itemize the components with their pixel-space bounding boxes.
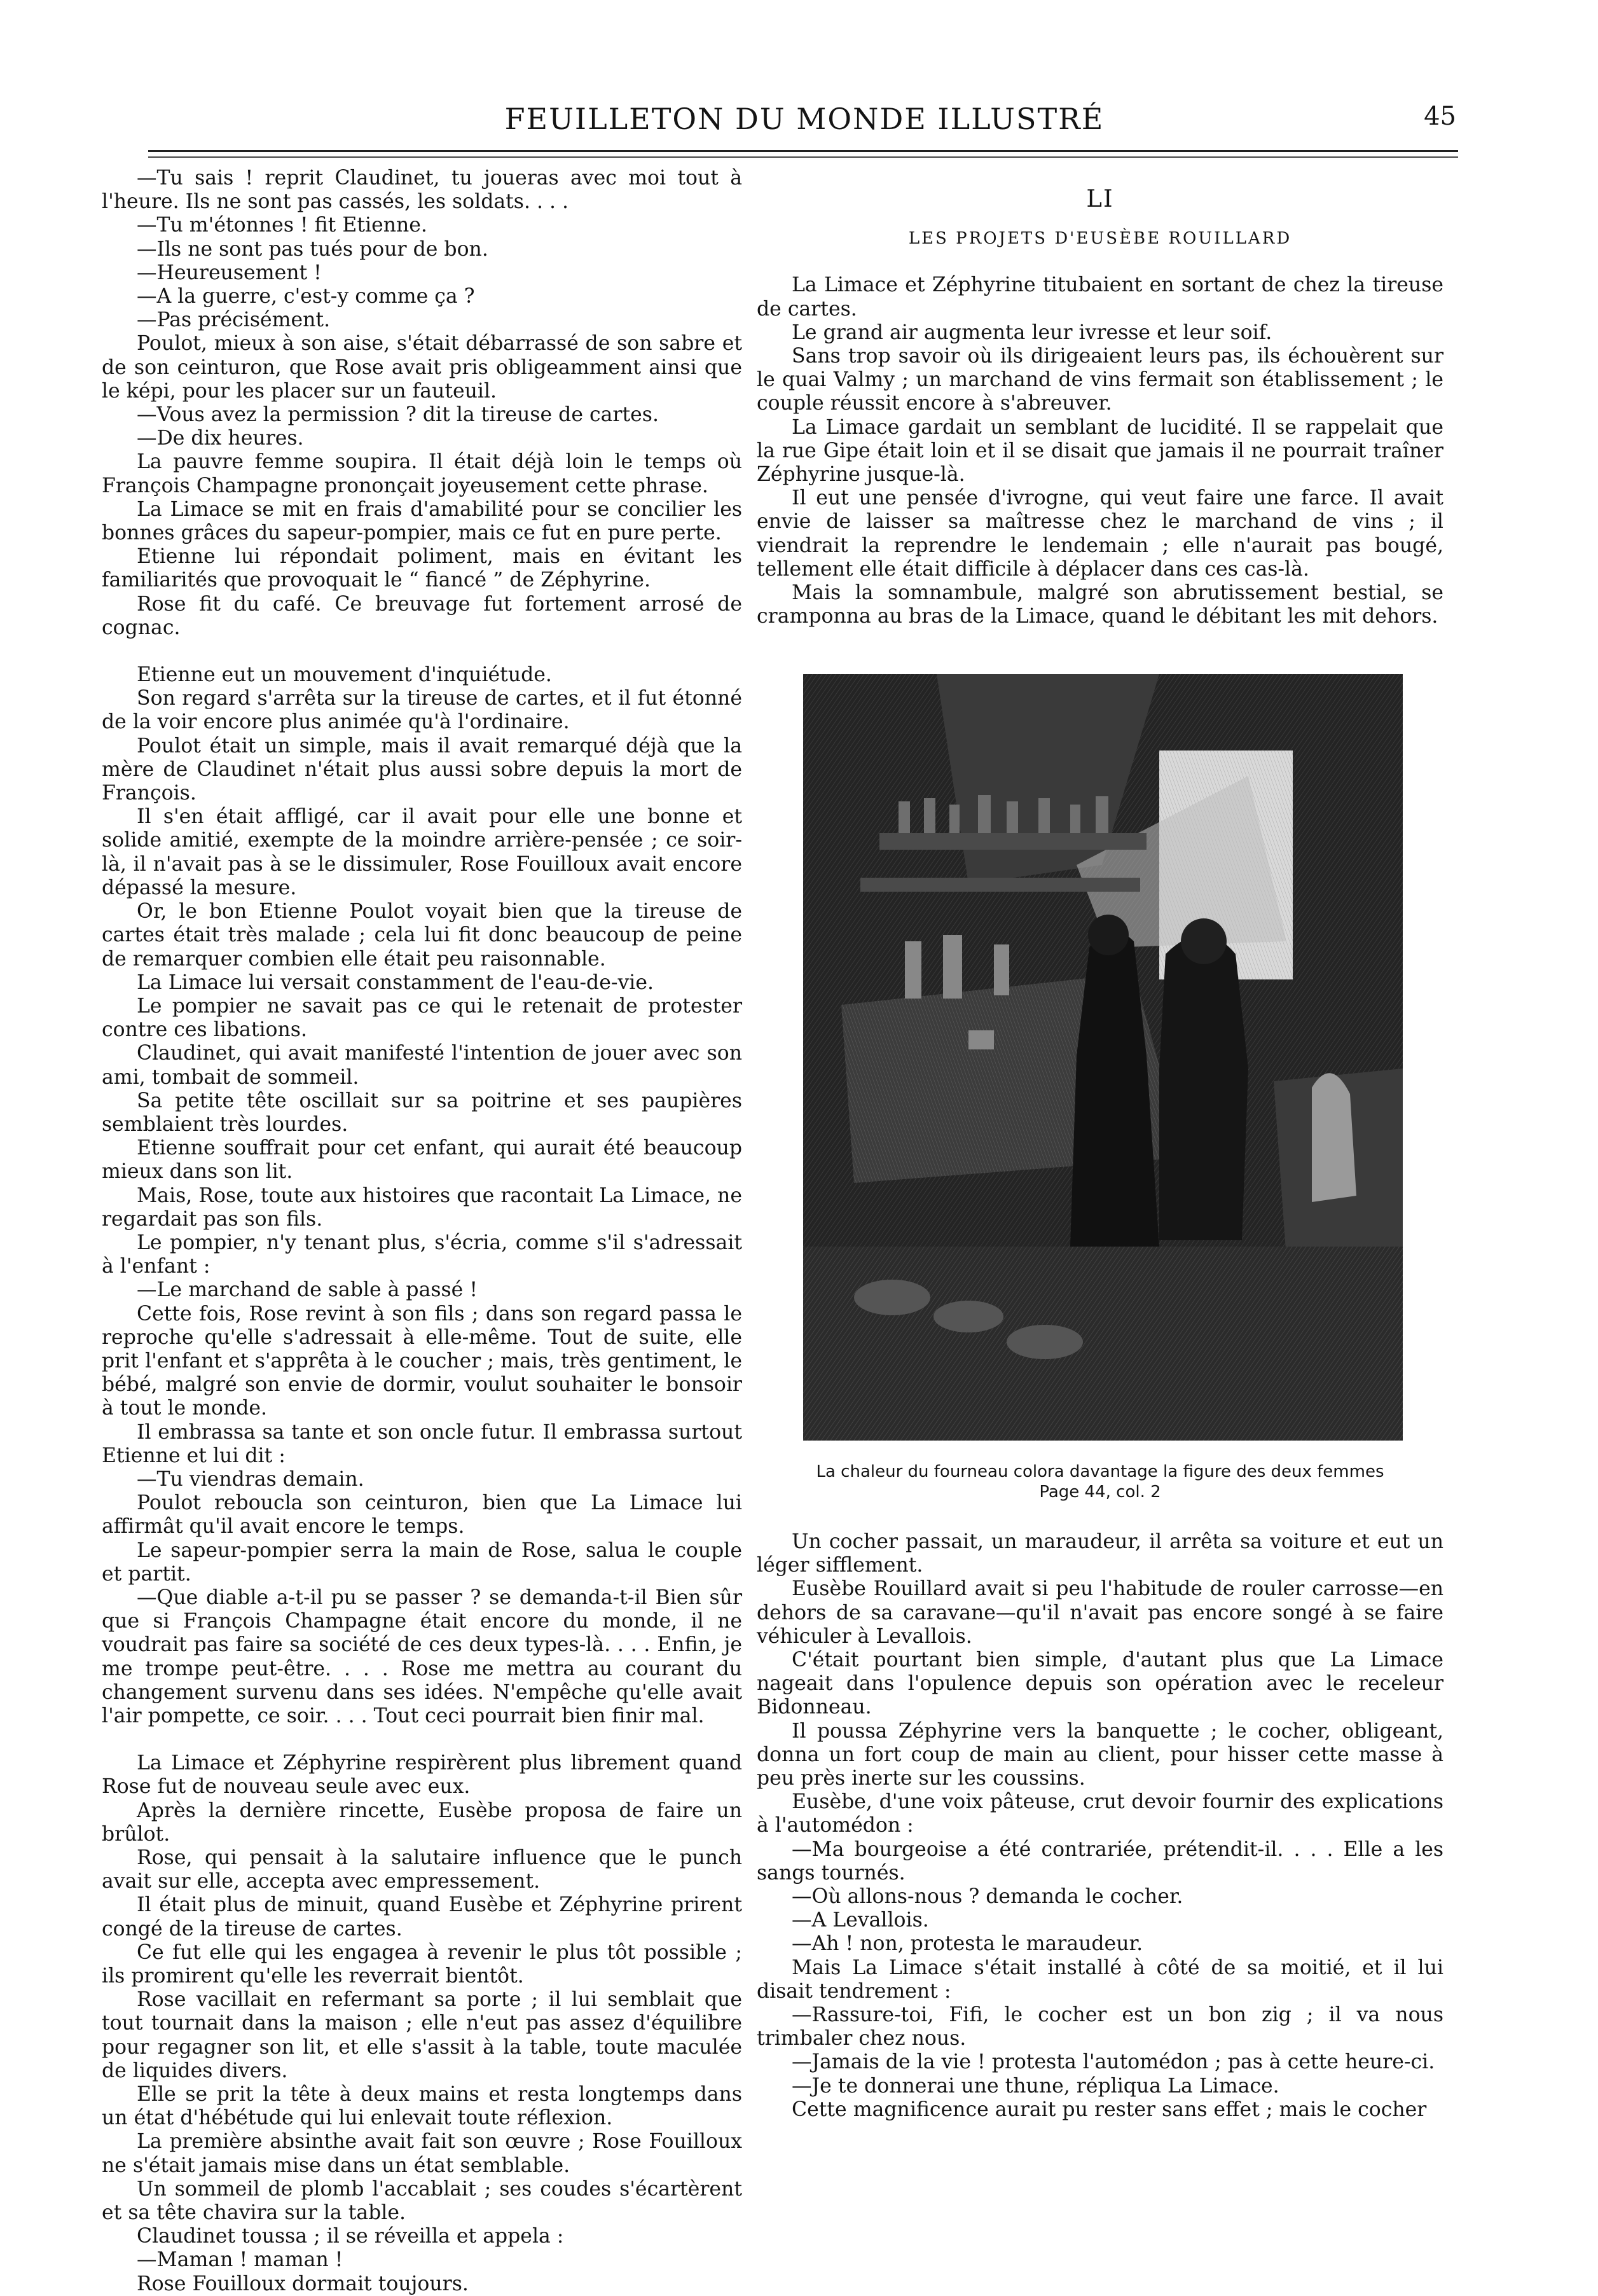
page-number: 45 [1424,102,1456,131]
paragraph: Eusèbe Rouillard avait si peu l'habitude de rouler carrosse—en dehors de sa caravane—qu'il n'avait pas encore songé à se faire véhiculer à Levallois. [757,1577,1443,1648]
paragraph: —De dix heures. [137,427,304,450]
paragraph: Etienne eut un mouvement d'inquiétude. [137,663,552,687]
header-rule [148,150,1458,152]
paragraph: —Je te donnerai une thune, répliqua La Limace. [792,2074,1279,2098]
illustration-caption [757,1462,1443,1502]
caption-page-reference: Page 44, col. 2 [1039,1483,1161,1502]
paragraph: Poulot, mieux à son aise, s'était débarrassé de son sabre et de son ceinturon, que Rose avait pris obligeamment ainsi que le képi, pour les placer sur un fauteuil. [102,332,742,403]
running-header [153,102,1456,146]
paragraph: Cette magnificence aurait pu rester sans effet ; mais le cocher [792,2098,1427,2121]
header-rule-thin [148,156,1458,158]
paragraph: Le pompier, n'y tenant plus, s'écria, comme s'il s'adressait à l'enfant : [102,1231,742,1278]
paragraph: Mais La Limace s'était installé à côté de sa moitié, et il lui disait tendrement : [757,1956,1443,2003]
paragraph: Claudinet toussa ; il se réveilla et appela : [137,2225,564,2248]
paragraph: —Ah ! non, protesta le maraudeur. [792,1932,1143,1956]
caption-line: La chaleur du fourneau colora davantage la figure des deux femmes [816,1462,1384,1481]
paragraph: La pauvre femme soupira. Il était déjà loin le temps où François Champagne prononçait joyeusement cette phrase. [102,450,742,497]
paragraph: Rose Fouilloux dormait toujours. [137,2272,469,2295]
paragraph: Mais, Rose, toute aux histoires que racontait La Limace, ne regardait pas son fils. [102,1184,742,1231]
paragraph: Sans trop savoir où ils dirigeaient leurs pas, ils échouèrent sur le quai Valmy ; un marchand de vins fermait son établissement ; le couple réussit encore à s'abreuver. [757,345,1443,415]
paragraph: Son regard s'arrêta sur la tireuse de cartes, et il fut étonné de la voir encore plus animée qu'à l'ordinaire. [102,687,742,734]
paragraph: —Jamais de la vie ! protesta l'automédon ; pas à cette heure-ci. [792,2050,1435,2074]
paragraph: Il était plus de minuit, quand Eusèbe et Zéphyrine prirent congé de la tireuse de cartes. [102,1893,742,1940]
paragraph: —Le marchand de sable à passé ! [137,1278,478,1302]
paragraph: Après la dernière rincette, Eusèbe proposa de faire un brûlot. [102,1799,742,1846]
paragraph: Cette fois, Rose revint à son fils ; dans son regard passa le reproche qu'elle s'adressait à elle-même. Tout de suite, elle prit l'enfant et s'apprêta à le coucher ; mais, très gentiment, le bébé, malgré son envie de dormir, voulut souhaiter le bonsoir à tout le monde. [102,1302,742,1420]
figure-woman-right [1159,935,1248,1240]
paragraph: Or, le bon Etienne Poulot voyait bien que la tireuse de cartes était très malade ; cela lui fit donc beaucoup de peine de remarquer combien elle était peu raisonnable. [102,900,742,971]
paragraph: —Rassure-toi, Fifi, le cocher est un bon zig ; il va nous trimbaler chez nous. [757,2003,1443,2050]
paragraph: La Limace se mit en frais d'amabilité pour se concilier les bonnes grâces du sapeur-pompier, mais ce fut en pure perte. [102,497,742,545]
paragraph: Rose, qui pensait à la salutaire influence que le punch avait sur elle, accepta avec empressement. [102,1846,742,1893]
paragraph: Mais la somnambule, malgré son abrutissement bestial, se cramponna au bras de la Limace, quand le débitant les mit dehors. [757,581,1443,628]
engraving-illustration [803,674,1403,1441]
paragraph: —A la guerre, c'est-y comme ça ? [137,285,475,308]
paragraph: Etienne souffrait pour cet enfant, qui aurait été beaucoup mieux dans son lit. [102,1137,742,1184]
paragraph: Sa petite tête oscillait sur sa poitrine et ses paupières semblaient très lourdes. [102,1089,742,1136]
paragraph: La Limace lui versait constamment de l'eau-de-vie. [137,971,654,994]
paragraph: La Limace et Zéphyrine titubaient en sortant de chez la tireuse de cartes. [757,273,1443,321]
shelf [879,833,1147,850]
paragraph: Il eut une pensée d'ivrogne, qui veut faire une farce. Il avait envie de laisser sa maîtresse chez le marchand de vins ; il viendrait la reprendre le lendemain ; elle n'aurait pas bougé, tellement elle était difficile à déplacer dans ces cas-là. [757,487,1443,581]
paragraph: Un sommeil de plomb l'accablait ; ses coudes s'écartèrent et sa tête chavira sur la table. [102,2177,742,2225]
right-column-bottom [757,1530,1443,2122]
paragraph: Il embrassa sa tante et son oncle futur. Il embrassa surtout Etienne et lui dit : [102,1420,742,1467]
paragraph: Claudinet, qui avait manifesté l'intention de jouer avec son ami, tombait de sommeil. [102,1042,742,1089]
paragraph: La Limace gardait un semblant de lucidité. Il se rappelait que la rue Gipe était loin et il se disait que jamais il ne pourrait traîner Zéphyrine jusque-là. [757,415,1443,487]
paragraph: —Que diable a-t-il pu se passer ? se demanda-t-il Bien sûr que si François Champagne était encore du monde, il ne voudrait pas faire sa société de ces deux types-là. . . . Enfin, je me trompe peut-être. . . . Rose me mettra au courant du changement survenu dans ses idées. N'empêche qu'elle avait l'air pompette, ce soir. . . . Tout ceci pourrait bien finir mal. [102,1586,742,1727]
chapter-title: LES PROJETS D'EUSÈBE ROUILLARD [908,229,1292,249]
paragraph: —Heureusement ! [137,261,322,284]
shelf [860,878,1140,892]
paragraph: —Ils ne sont pas tués pour de bon. [137,237,488,261]
paragraph: Etienne lui répondait poliment, mais en évitant les familiarités que provoquait le “ fiancé ” de Zéphyrine. [102,545,742,592]
paragraph: —Vous avez la permission ? dit la tireuse de cartes. [137,403,659,427]
chapter-number: LI [1086,185,1114,212]
journal-title: FEUILLETON DU MONDE ILLUSTRÉ [504,102,1105,136]
paragraph: Eusèbe, d'une voix pâteuse, crut devoir fournir des explications à l'automédon : [757,1790,1443,1837]
paragraph: Le pompier ne savait pas ce qui le retenait de protester contre ces libations. [102,994,742,1042]
paragraph: La première absinthe avait fait son œuvre ; Rose Fouilloux ne s'était jamais mise dans un état semblable. [102,2130,742,2177]
paragraph: Poulot était un simple, mais il avait remarqué déjà que la mère de Claudinet n'était plus aussi sobre depuis la mort de François. [102,734,742,805]
paragraph: —Tu sais ! reprit Claudinet, tu joueras avec moi tout à l'heure. Ils ne sont pas cassés, les soldats. . . . [102,167,742,214]
paragraph: —Pas précisément. [137,308,331,332]
tavern-scene-engraving [803,674,1403,1441]
paragraph: Rose fit du café. Ce breuvage fut fortement arrosé de cognac. [102,592,742,639]
paragraph: La Limace et Zéphyrine respirèrent plus librement quand Rose fut de nouveau seule avec eux. [102,1752,742,1799]
paragraph: —A Levallois. [792,1909,929,1932]
paragraph: Elle se prit la tête à deux mains et resta longtemps dans un état d'hébétude qui lui enlevait toute réflexion. [102,2083,742,2130]
paragraph: Le grand air augmenta leur ivresse et leur soif. [792,321,1272,344]
left-column [102,167,742,2296]
paragraph: Le sapeur-pompier serra la main de Rose, salua le couple et partit. [102,1539,742,1586]
paragraph: Ce fut elle qui les engagea à revenir le plus tôt possible ; ils promirent qu'elle les reverrait bientôt. [102,1940,742,1988]
paragraph: Rose vacillait en refermant sa porte ; il lui semblait que tout tournait dans la maison ; elle n'eut pas assez d'équilibre pour regagner son lit, et elle s'assit à la table, toute maculée de liquides divers. [102,1988,742,2082]
paragraph: —Tu viendras demain. [137,1467,364,1491]
paragraph: Un cocher passait, un maraudeur, il arrêta sa voiture et eut un léger sifflement. [757,1530,1443,1577]
paragraph: Il poussa Zéphyrine vers la banquette ; le cocher, obligeant, donna un fort coup de main au client, pour hisser cette masse à peu près inerte sur les coussins. [757,1719,1443,1790]
paragraph: —Tu m'étonnes ! fit Etienne. [137,214,427,237]
paragraph: Poulot reboucla son ceinturon, bien que La Limace lui affirmât qu'il avait encore le temps. [102,1491,742,1539]
paragraph: —Ma bourgeoise a été contrariée, prétendit-il. . . . Elle a les sangs tournés. [757,1837,1443,1885]
paragraph: —Maman ! maman ! [137,2248,343,2272]
paragraph: Il s'en était affligé, car il avait pour elle une bonne et solide amitié, exempte de la moindre arrière-pensée ; ce soir-là, il n'avait pas à se le dissimuler, Rose Fouilloux avait encore dépassé la mesure. [102,805,742,899]
paragraph: C'était pourtant bien simple, d'autant plus que La Limace nageait dans l'opulence depuis son opération avec le receleur Bidonneau. [757,1649,1443,1719]
paragraph: —Où allons-nous ? demanda le cocher. [792,1885,1183,1909]
right-column-top [757,167,1443,628]
